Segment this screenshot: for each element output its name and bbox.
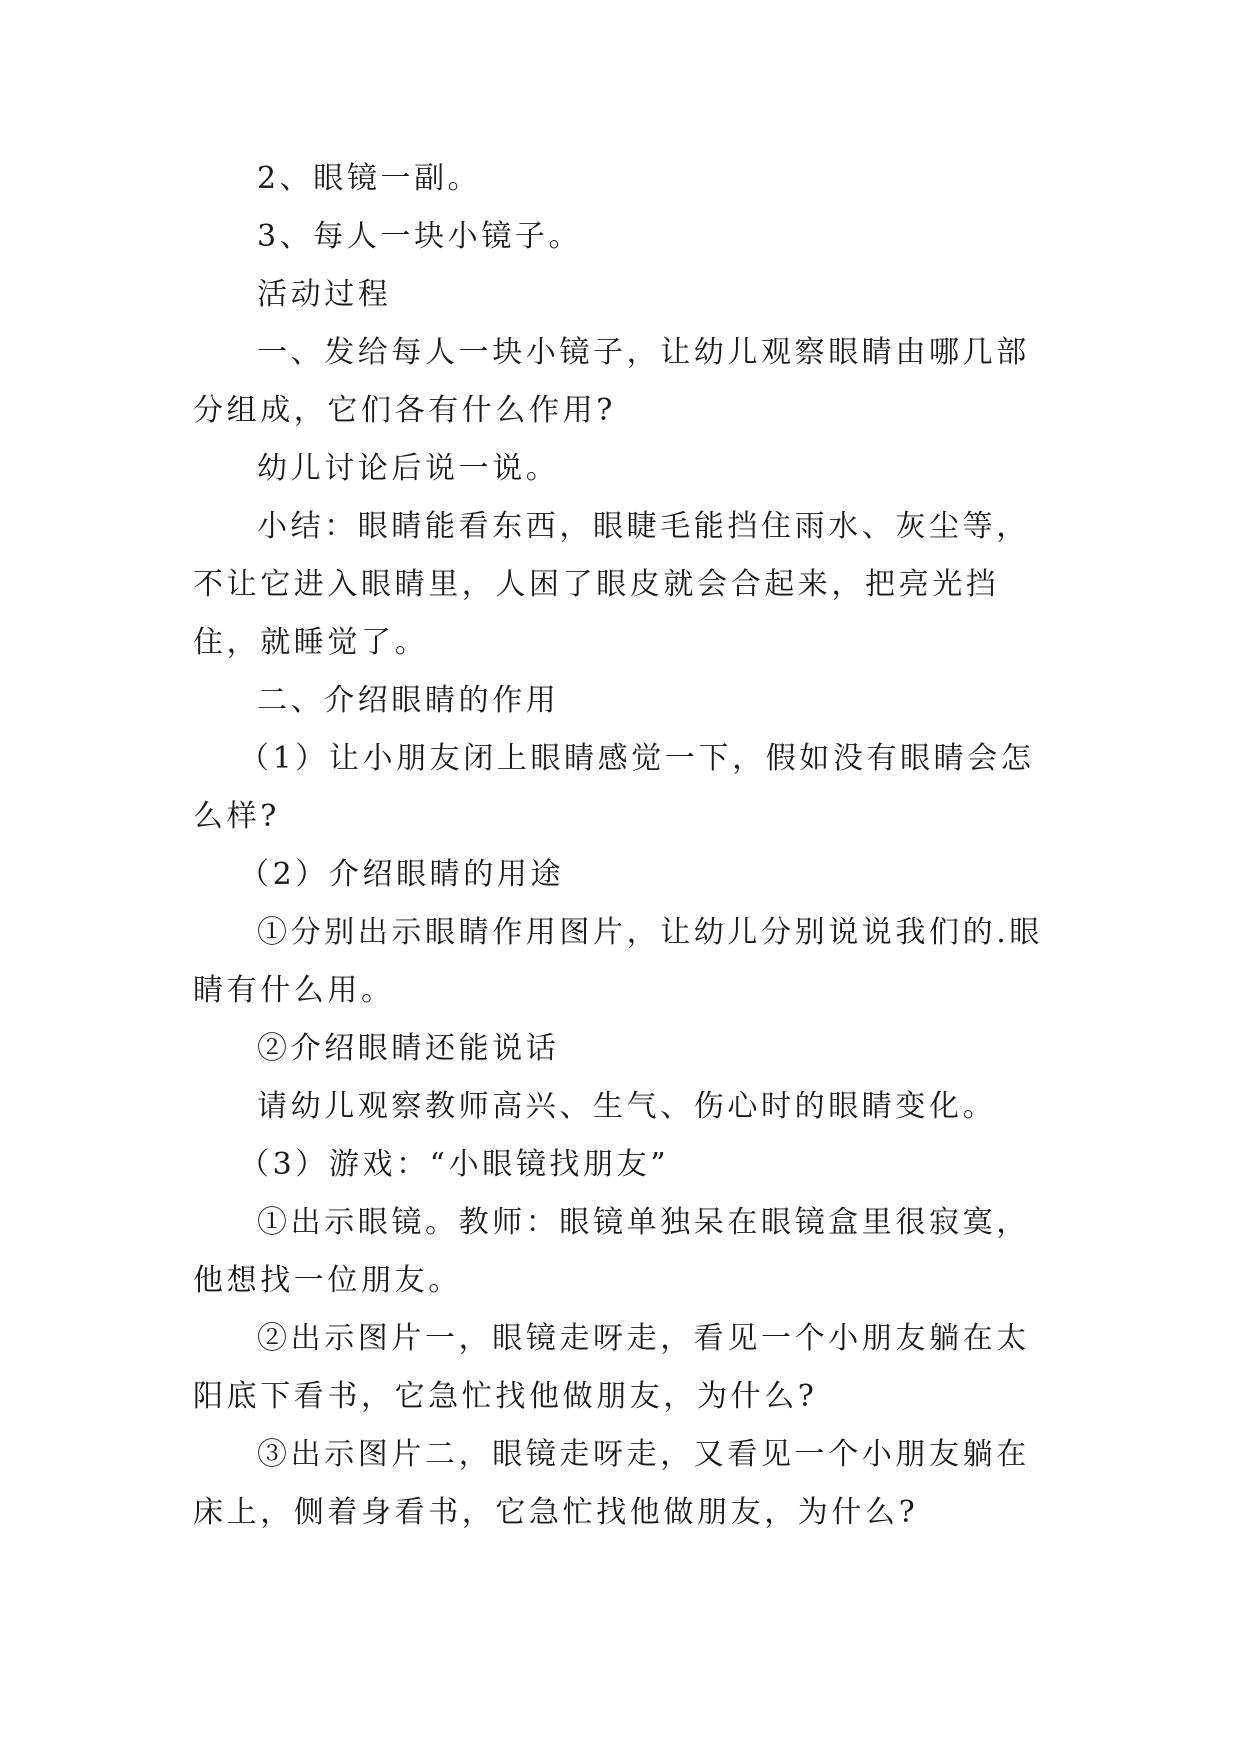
paragraph-summary: 小结：眼睛能看东西，眼睫毛能挡住雨水、灰尘等，不让它进入眼睛里，人困了眼皮就会合起来，把亮光挡住，就睡觉了。 [193,509,1030,660]
paragraph-step-one: 一、发给每人一块小镜子，让幼儿观察眼睛由哪几部分组成，它们各有什么作用? [193,335,1030,428]
paragraph-game-2: ②出示图片一，眼镜走呀走，看见一个小朋友躺在太阳底下看书，它急忙找他做朋友，为什么? [193,1321,1030,1414]
paragraph-observe: 请幼儿观察教师高兴、生气、伤心时的眼睛变化。 [257,1089,997,1124]
paragraph-discussion: 幼儿讨论后说一说。 [257,451,560,486]
paragraph-game-3: ③出示图片二，眼镜走呀走，又看见一个小朋友躺在床上，侧着身看书，它急忙找他做朋友，为什么? [193,1437,1030,1530]
paragraph-glasses: 2、眼镜一副。 [257,161,482,196]
paragraph-subitem-1: ①分别出示眼睛作用图片，让幼儿分别说说我们的.眼睛有什么用。 [193,915,1043,1008]
paragraph-subitem-2: ②介绍眼睛还能说话 [257,1031,560,1066]
section-heading-eye-function: 二、介绍眼睛的作用 [257,683,560,718]
paragraph-item-1: （1）让小朋友闭上眼睛感觉一下，假如没有眼睛会怎么样? [193,741,1035,834]
paragraph-item-2: （2）介绍眼睛的用途 [239,857,565,892]
section-heading-activity-process: 活动过程 [257,277,392,312]
paragraph-item-3: （3）游戏：“小眼镜找朋友” [239,1147,670,1182]
document-page [193,150,1055,1542]
paragraph-mirrors: 3、每人一块小镜子。 [257,219,583,254]
paragraph-game-1: ①出示眼镜。教师：眼镜单独呆在眼镜盒里很寂寞，他想找一位朋友。 [193,1205,1030,1298]
